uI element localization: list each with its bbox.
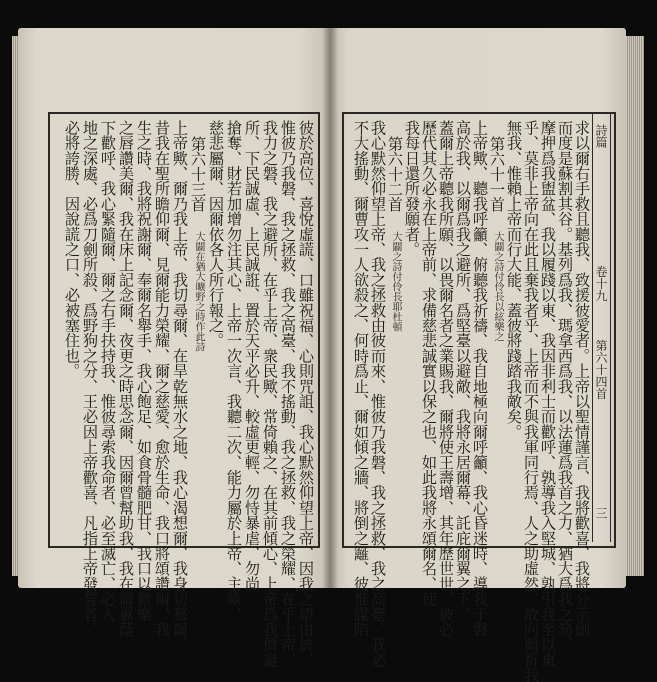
text-column: 無我、惟賴上帝而行大能、蓋彼將踐踏我敵矣。 (505, 120, 523, 440)
text-column: 慈悲屬爾、因爾依各人所行報之。 (207, 120, 225, 348)
text-column: 我力之磐、我之避所、在乎上帝、衆民歟、常倚賴之、在其前傾心、上帝爲我儕避 (261, 120, 279, 668)
text-column: 蓋爾上帝聽我所願、以畏爾名者之業賜我、爾將使王壽增、其年歷世世、彼必 (437, 120, 455, 637)
fold-rule (610, 114, 611, 542)
text-column: 摩押爲我盥盆、我以履踐以東、我因非利士而歡呼、孰導我入堅城、孰引我至以東 (539, 120, 557, 668)
psalm-number: 第六十一首 (488, 136, 506, 212)
text-column: 生之時、我將祝謝爾、奉爾名舉手、我心飽足、如食骨髓肥甘、我口以歡樂 (135, 120, 153, 622)
fold-leaf-number: 三 (594, 506, 608, 519)
text-column: 搶奪、財若加增勿注其心、上帝一次言、我聽二次、能力屬於上帝、主歟、 (225, 120, 243, 622)
text-column: 地之深處、必爲刀劍所殺、爲野狗之分、王必因上帝歡喜、凡指上帝發誓者、 (81, 120, 99, 637)
text-column: 我每日還所發願者。 (403, 120, 421, 257)
text-column: 之唇讚美爾、我在床上記念爾、夜更之時思念爾、因爾曾幫助我、我在爾翼蔭 (117, 120, 135, 637)
text-column: 惟彼乃我磐、我之拯救、我之高臺、我不搖動、我之拯救、我之榮耀、在乎上帝、 (279, 120, 297, 668)
psalm-heading (190, 120, 206, 538)
psalm-superscription: 大闢之詩付伶長以絃樂之 (492, 231, 503, 342)
psalm-number: 第六十三首 (189, 136, 207, 212)
fold-title: 詩篇 (594, 124, 608, 148)
fold-column (594, 124, 610, 544)
psalm-superscription: 大闢之詩付伶長耶杜頓 (390, 231, 401, 332)
text-column: 求以爾右手救且聽我、致援彼愛者。上帝以聖情謹言、我將歡喜、我將分示劍 (573, 120, 591, 637)
fold-section: 第六十四首 (594, 339, 608, 400)
text-column: 我心默然仰望上帝、我之拯救由彼而來、惟彼乃我磐、我之拯救、我之高臺、我必 (369, 120, 387, 668)
psalm-number: 第六十二首 (386, 136, 404, 212)
text-column: 彼於高位、喜悅虛謊、口雖祝福、心則咒詛、我心默然仰望上帝、因我之望由彼、 (297, 120, 315, 668)
text-column: 上帝歟、爾乃我上帝、我切尋爾、在旱乾無水之地、我心渴想爾、我身切慕爾、 (171, 120, 189, 652)
fold-volume: 卷十九 (594, 265, 608, 302)
book-gutter (322, 28, 338, 588)
text-column: 昔我在聖所瞻仰爾、見爾能力榮耀、爾之慈愛、愈於生命、我口將頌讚爾、我 (153, 120, 171, 637)
text-column: 高於我、以爾爲我之避所、爲堅臺以避敵、我將永居爾幕、託庇爾翼之下、 (454, 120, 472, 622)
text-column: 而度是蘇割其谷。基列爲我、瑪拿西爲我、以法蓮爲我首之力、猶大爲我之笏、 (556, 120, 574, 652)
right-text-block (342, 112, 616, 682)
text-column: 所、下民誠虛、上民誠誑、置於天平必升、較虛更輕、勿恃暴虐、勿尚 (243, 120, 261, 592)
psalm-heading (387, 120, 403, 538)
psalm-superscription: 大闢在猶大曠野之時作此詩 (193, 231, 204, 352)
text-column: 歷代其久必永在上帝前、求備慈悲誠實以保之也、如此我將永頌爾名、使 (420, 120, 438, 607)
text-column: 下歡呼、我心緊隨爾、爾之右手扶持我、惟彼尋索我命者、必至滅亡、必入 (99, 120, 117, 622)
text-column: 上帝歟、聽我呼籲、俯聽我祈禱、我自地極向爾呼籲、我心昏迷時、導我于磐 (471, 120, 489, 637)
text-column: 必將誇勝、因說謊之口、必被塞住也。 (63, 120, 81, 379)
text-column: 不大搖動、爾曹攻一人欲殺之、何時爲止、爾如傾之牆、將倒之籬、彼惟謀陷 (352, 120, 370, 637)
text-column: 乎、莫非上帝向在此且棄我者乎、上帝而不與我軍同行焉、人之助虛然、故向爾祈我 (522, 120, 540, 682)
psalm-heading (489, 120, 505, 538)
left-text-block (48, 112, 320, 668)
